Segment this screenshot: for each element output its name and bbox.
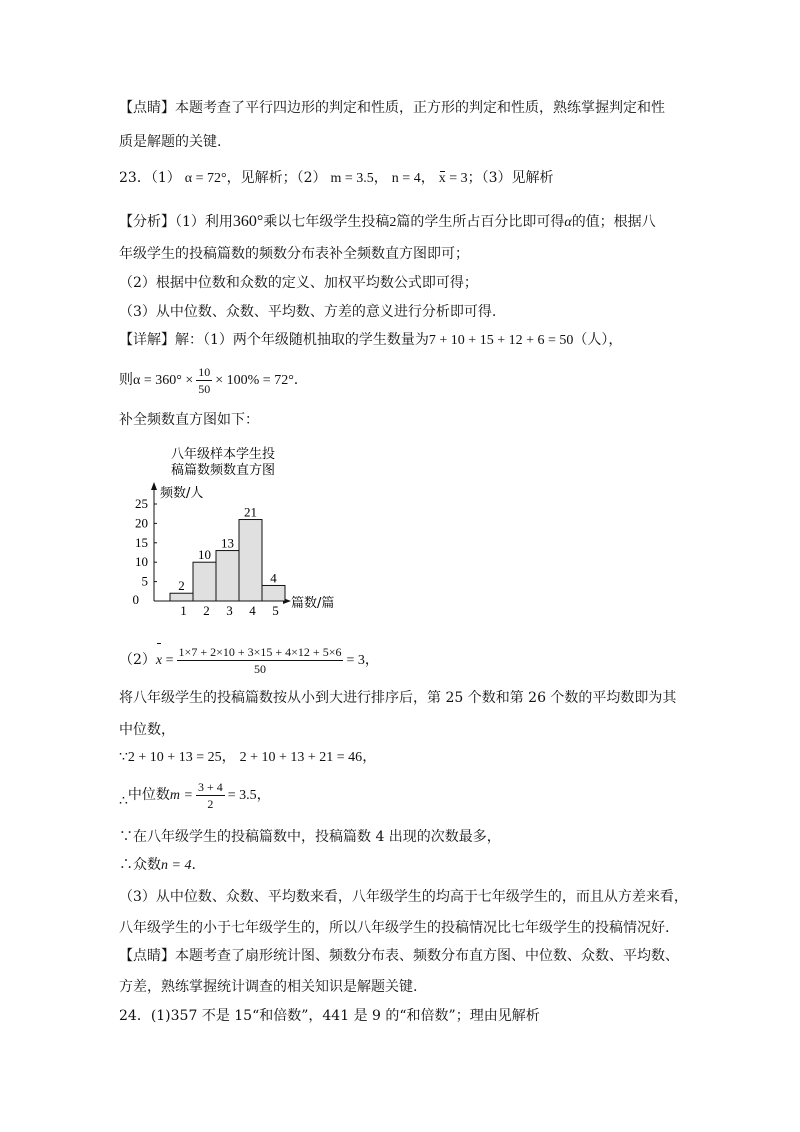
- fenxi-text-b: 乘以七年级学生投稿: [263, 214, 390, 230]
- student-count-sum: 7 + 10 + 15 + 12 + 6 = 50: [428, 333, 574, 348]
- fenxi-text-c: 篇的学生所占百分比即可得: [396, 214, 565, 230]
- dianjing-text-2: 质是解题的关键.: [119, 134, 222, 150]
- q23-alpha: α = 72°: [184, 171, 227, 186]
- mean-calculation: [119, 640, 379, 681]
- y-tick-10: 10: [135, 554, 148, 570]
- data-label-4: 21: [244, 504, 257, 520]
- alpha-calc-lhs: α = 360° ×: [133, 373, 194, 388]
- q23-mean-value: = 3: [445, 171, 468, 186]
- median-fraction: [196, 779, 225, 812]
- mean-numerator: 1×7 + 2×10 + 3×15 + 4×12 + 5×6: [178, 644, 342, 659]
- mean-comma: ，: [364, 652, 379, 668]
- y-tick-5: 5: [141, 573, 148, 589]
- y-axis-arrow: [151, 482, 157, 490]
- x-tick-1: 1: [180, 603, 187, 615]
- dianjing-text-1: 【点睛】本题考查了平行四边形的判定和性质，正方形的判定和性质，熟练掌握判定和性: [119, 100, 665, 116]
- fenxi-text-a: 【分析】（1）利用: [119, 214, 233, 230]
- q23-comma-2: ，: [420, 170, 435, 186]
- frequency-histogram: [125, 440, 365, 615]
- xiangjie-text-b: （人），: [573, 332, 623, 348]
- alpha-calculation: [119, 360, 298, 401]
- cumulative-sum-1: ∵2 + 10 + 13 = 25: [119, 750, 222, 765]
- y-tick-0: 0: [132, 592, 139, 607]
- mode-period: .: [191, 857, 196, 873]
- fenxi-alpha: α: [564, 215, 572, 230]
- median-label: 中位数: [127, 787, 170, 803]
- histogram-intro: 补全频数直方图如下：: [119, 412, 259, 428]
- cumulative-sums: [119, 747, 376, 768]
- bar-4: [239, 520, 262, 601]
- cumulative-comma-2: ，: [362, 749, 377, 765]
- q24-answer: 24．(1)357 不是 15“和倍数”，441 是 9 的“和倍数”；理由见解析: [119, 1008, 540, 1024]
- fraction-denominator: 50: [198, 381, 211, 396]
- x-axis-label: 篇数/篇: [291, 596, 335, 611]
- y-axis-label: 频数/人: [160, 486, 204, 501]
- alpha-calc-ze: 则: [119, 372, 133, 388]
- y-tick-25: 25: [135, 496, 148, 511]
- fenxi-line-3: （2）根据中位数和众数的定义、加权平均数公式即可得；: [119, 275, 478, 291]
- y-tick-20: 20: [135, 515, 148, 531]
- mean-result: = 3: [346, 653, 365, 668]
- data-label-1: 2: [178, 578, 185, 594]
- q23-text-1: ，见解析；（2）: [226, 170, 327, 186]
- mean-equals: =: [162, 653, 174, 668]
- fenxi-text-d: 的值；根据八: [571, 214, 656, 230]
- mean-symbol: x: [156, 641, 162, 681]
- q23-mean-symbol: x: [439, 169, 446, 189]
- q23-answer-line: [119, 168, 554, 189]
- data-label-5: 4: [270, 570, 277, 586]
- median-calculation: [119, 775, 271, 821]
- cumulative-sum-2: 2 + 10 + 13 + 21 = 46: [239, 750, 363, 765]
- median-numerator: 3 + 4: [197, 779, 223, 794]
- fraction-10-50: [196, 364, 212, 397]
- y-tick-15: 15: [135, 534, 148, 550]
- therefore-symbol: ∴: [119, 793, 128, 809]
- fenxi-line-2: 年级学生的投稿篇数的频数分布表补全频数直方图即可；: [119, 246, 469, 262]
- q23-mode: n = 4: [391, 171, 421, 186]
- bar-3: [216, 551, 239, 601]
- q23-number: 23．（1）: [119, 170, 181, 186]
- y-tick-labels: [133, 496, 158, 607]
- histogram-title-line-2: 稿篇数频数直方图: [171, 463, 276, 478]
- histogram-title: [171, 446, 275, 478]
- median-result: = 3.5: [227, 788, 257, 803]
- median-explanation-1: 将八年级学生的投稿篇数按从小到大进行排序后，第 25 个数和第 26 个数的平均数即为其: [119, 690, 677, 706]
- mode-result: [119, 855, 196, 876]
- alpha-calc-period: .: [293, 372, 299, 388]
- xiangjie-line-1: [119, 330, 622, 351]
- fenxi-line-4: （3）从中位数、众数、平均数、方差的意义进行分析即可得.: [119, 304, 497, 320]
- mode-label: ∴众数: [119, 857, 161, 873]
- bar-1: [170, 593, 193, 601]
- dianjing2-text-1: 【点睛】本题考查了扇形统计图、频数分布表、频数分布直方图、中位数、众数、平均数、: [119, 948, 679, 964]
- median-m: m =: [169, 788, 193, 803]
- dianjing2-text-2: 方差，熟练掌握统计调查的相关知识是解题关键.: [119, 979, 418, 995]
- median-denominator: 2: [207, 796, 214, 811]
- q23-median: m = 3.5: [330, 171, 374, 186]
- bar-2: [193, 562, 216, 601]
- histogram-bars: [170, 520, 285, 601]
- x-tick-labels: [180, 603, 279, 615]
- x-tick-4: 4: [249, 603, 256, 615]
- x-tick-2: 2: [203, 603, 210, 615]
- histogram-title-line-1: 八年级样本学生投: [171, 447, 276, 462]
- fenxi-360: 360°: [232, 213, 264, 230]
- fraction-numerator: 10: [198, 364, 211, 379]
- cumulative-comma-1: ，: [221, 749, 236, 765]
- q23-comma-1: ，: [373, 170, 388, 186]
- mode-explanation: ∵在八年级学生的投稿篇数中，投稿篇数 4 出现的次数最多，: [119, 829, 501, 845]
- fenxi-line-1: [119, 212, 656, 233]
- bar-5: [262, 585, 285, 601]
- median-explanation-2: 中位数，: [119, 722, 175, 738]
- data-label-2: 10: [198, 547, 211, 563]
- part3-text-1: （3）从中位数、众数、平均数来看，八年级学生的均高于七年级学生的，而且从方差来看，: [119, 889, 688, 905]
- fenxi-2: 2: [389, 215, 397, 230]
- x-tick-3: 3: [226, 603, 233, 615]
- x-tick-5: 5: [272, 603, 279, 615]
- median-comma: ，: [256, 787, 271, 803]
- alpha-calc-rhs: × 100% = 72°: [215, 373, 294, 388]
- mean-fraction: [177, 644, 344, 677]
- mode-n: n = 4: [161, 858, 192, 873]
- data-label-3: 13: [221, 535, 234, 551]
- mean-calc-prefix: （2）: [119, 652, 156, 668]
- part3-text-2: 八年级学生的小于七年级学生的，所以八年级学生的投稿情况比七年级学生的投稿情况好.: [119, 920, 670, 936]
- xiangjie-text-a: 【详解】解：（1）两个年级随机抽取的学生数量为: [119, 332, 429, 348]
- mean-denominator: 50: [254, 661, 266, 676]
- q23-text-2: ；（3）见解析: [467, 170, 554, 186]
